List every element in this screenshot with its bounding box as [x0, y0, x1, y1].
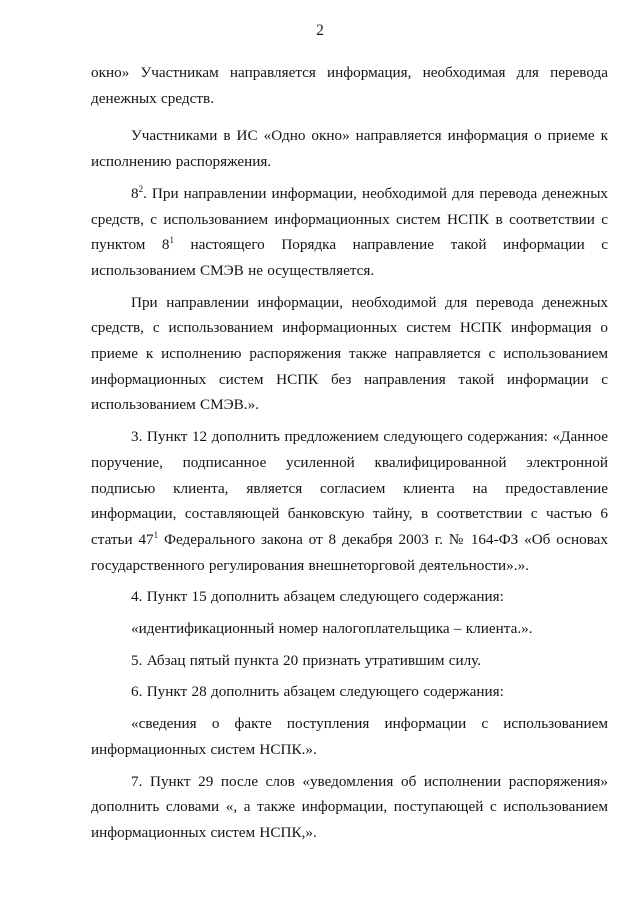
- document-body: [91, 60, 608, 852]
- paragraph-11: 7. Пункт 29 после слов «уведомления об исполнении распоряжения» дополнить словами «, а также информации, поступающей с использованием информационных систем НСПК,».: [91, 772, 608, 841]
- paragraph-3: [91, 181, 608, 284]
- paragraph-5-text-a: 3. Пункт 12 дополнить предложением следующего содержания: «Данное поручение, подписанное усиленной квалифицированной электронной подписью клиента, является согласием клиента на предоставление информации, составляющей банковскую тайну, в соответствии с частью 6 статьи 47: [91, 428, 608, 548]
- paragraph-8: 5. Абзац пятый пункта 20 признать утратившим силу.: [131, 651, 482, 669]
- paragraph-9: 6. Пункт 28 дополнить абзацем следующего содержания:: [131, 683, 504, 701]
- paragraph-1: окно» Участникам направляется информация, необходимая для перевода денежных средств.: [91, 64, 608, 107]
- clause-number-superscript: 2: [138, 183, 144, 194]
- paragraph-2: Участниками в ИС «Одно окно» направляется информация о приеме к исполнению распоряжения.: [91, 127, 608, 171]
- page-number: 2: [316, 22, 324, 39]
- paragraph-5-text-b: Федерального закона от 8 декабря 2003 г. № 164-ФЗ «Об основах государственного регулирования внешнеторговой деятельности».».: [91, 530, 608, 574]
- paragraph-6: 4. Пункт 15 дополнить абзацем следующего содержания:: [131, 588, 504, 606]
- paragraph-10: «сведения о факте поступления информации с использованием информационных систем НСПК.».: [91, 715, 608, 758]
- paragraph-3-text-a: . При направлении информации, необходимой для перевода денежных средств, с использованием информационных систем НСПК в соответствии с пунктом 8: [91, 184, 608, 254]
- article-superscript: 1: [153, 529, 159, 540]
- paragraph-4: При направлении информации, необходимой для перевода денежных средств, с использованием информационных систем НСПК информация о приеме к исполнению распоряжения также направляется с использованием информационных систем НСПК без направления такой информации с использованием СМЭВ.».: [91, 293, 608, 414]
- paragraph-5: [91, 424, 608, 578]
- reference-superscript: 1: [169, 235, 175, 246]
- paragraph-3-text-b: настоящего Порядка направление такой информации с использованием СМЭВ не осуществляется.: [91, 236, 608, 279]
- paragraph-7: «идентификационный номер налогоплательщика – клиента.».: [131, 620, 533, 638]
- clause-number: 8: [131, 184, 139, 202]
